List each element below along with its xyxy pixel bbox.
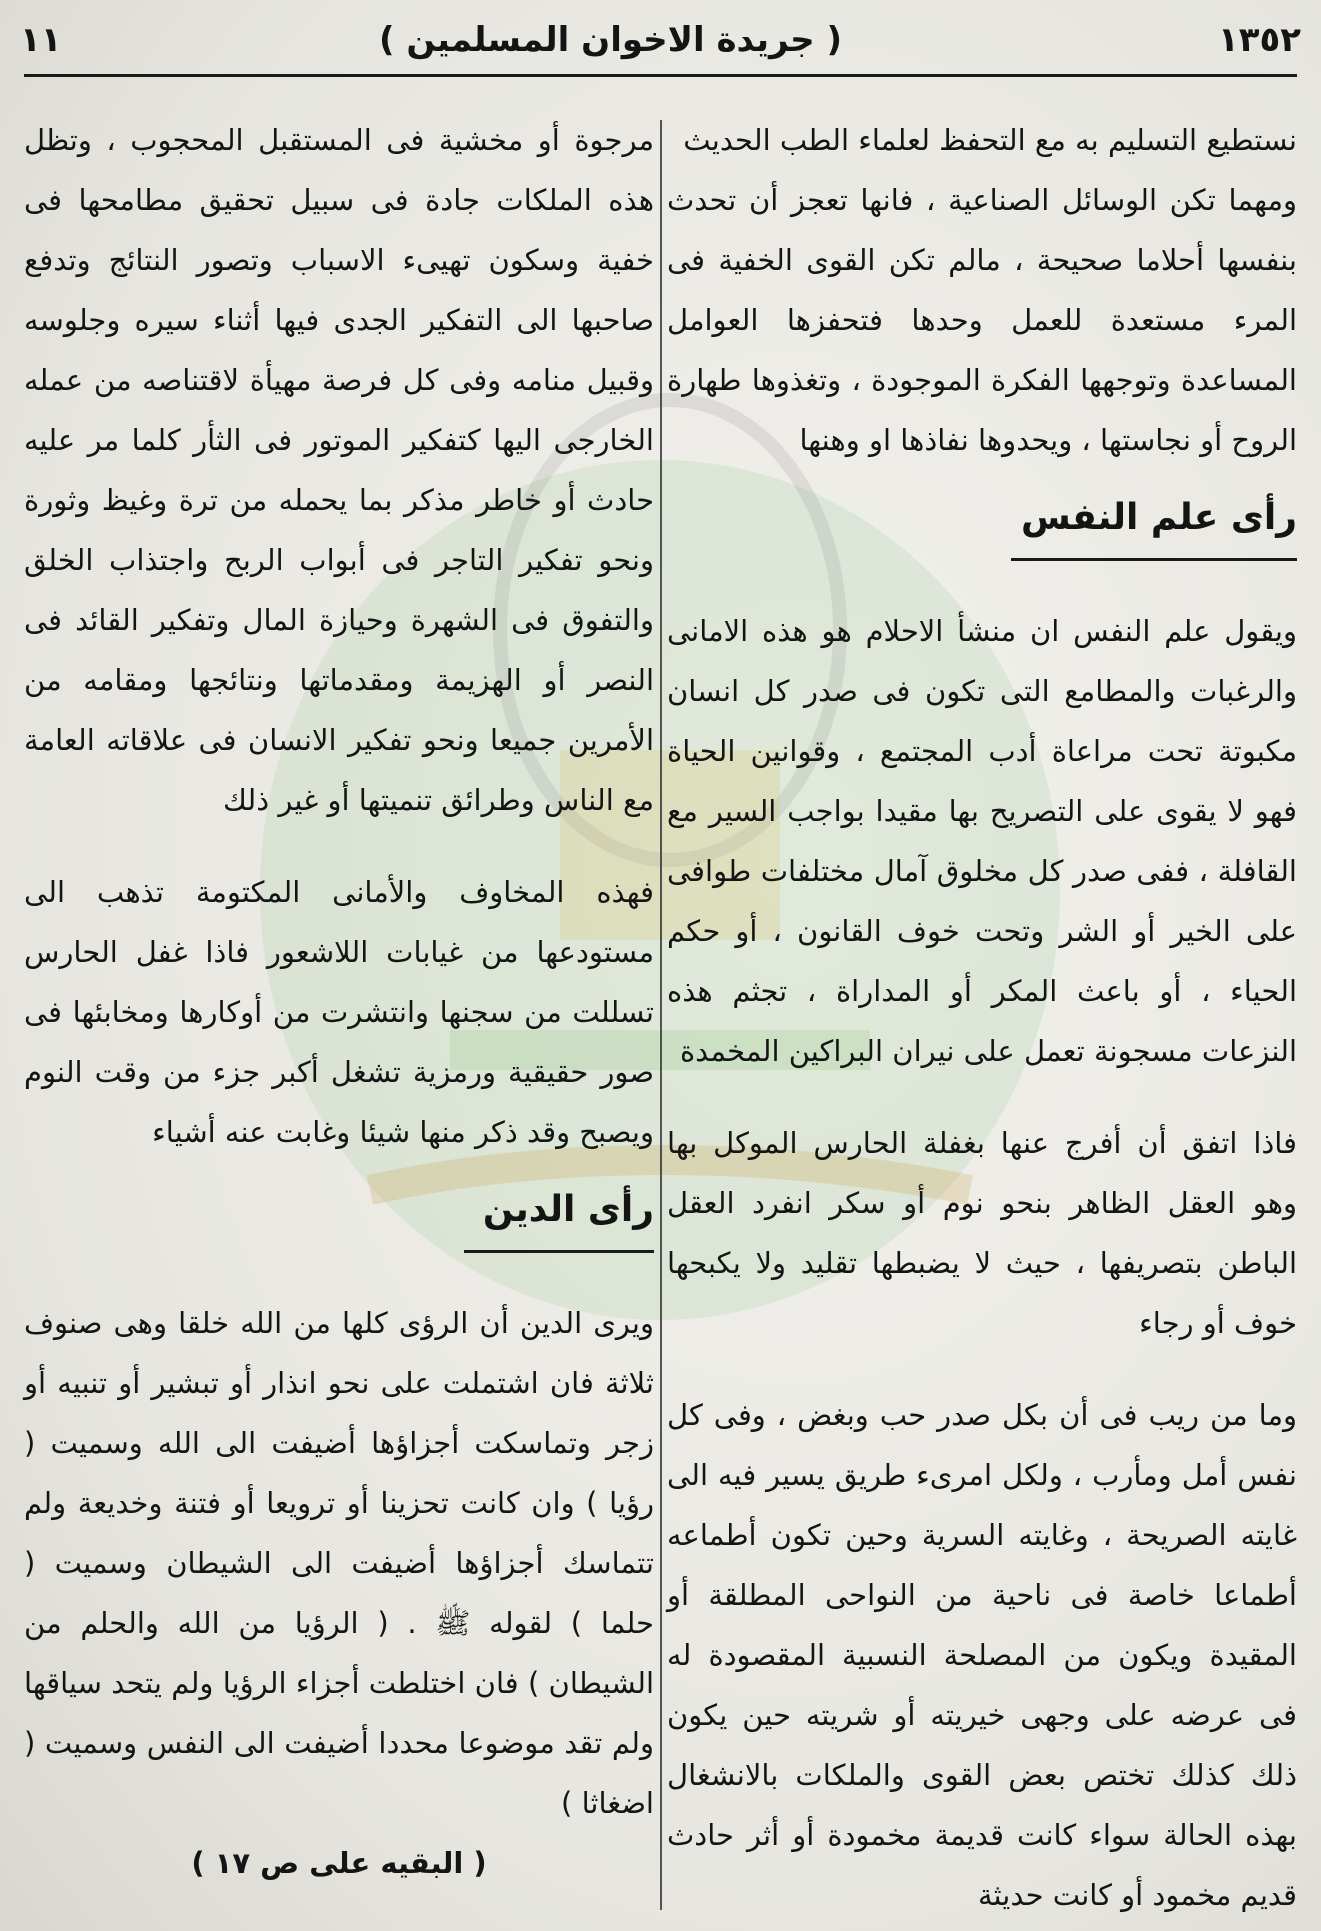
year-label: ١٣٥٢ [1217,20,1301,60]
newspaper-title: ( جريدة الاخوان المسلمين ) [379,20,842,60]
section-heading-psychology: رأى علم النفس [1011,488,1297,561]
right-column [667,110,1297,1925]
right-paragraph-1: نستطيع التسليم به مع التحفظ لعلماء الطب الحديث [683,123,1297,157]
page-header [20,8,1301,72]
continuation-note: ( البقيه على ص ١٧ ) [191,1846,487,1880]
right-paragraph-2: ومهما تكن الوسائل الصناعية ، فانها تعجز أن تحدث بنفسها أحلاما صحيحة ، مالم تكن القوى الخفية فى المرء مستعدة للعمل وحدها فتحفزها العوامل المساعدة وتوجهها الفكرة الموجودة ، وتغذوها طهارة الروح أو نجاستها ، ويحدوها نفاذها او وهنها [667,183,1297,457]
left-paragraph-3: ويرى الدين أن الرؤى كلها من الله خلقا وهى صنوف ثلاثة فان اشتملت على نحو انذار أو تبشير أو تنبيه أو زجر وتماسكت أجزاؤها أضيفت الى الله وسميت ( رؤيا ) وان كانت تحزينا أو ترويعا أو فتنة وخديعة ولم تتماسك أجزاؤها أضيفت الى الشيطان وسميت ( حلما ) لقوله ﷺ . ( الرؤيا من الله والحلم من الشيطان ) فان اختلطت أجزاء الرؤيا ولم يتحد سياقها ولم تقد موضوعا محددا أضيفت الى النفس وسميت ( اضغاثا ) [24,1306,654,1820]
left-column [24,110,654,1893]
section-heading-religion: رأى الدين [464,1180,654,1253]
right-paragraph-5: وما من ريب فى أن بكل صدر حب وبغض ، وفى كل نفس أمل ومأرب ، ولكل امرىء طريق يسير فيه الى غايته الصريحة ، وغايته السرية وحين تكون أطماعه أطماعا خاصة فى ناحية من النواحى المطلقة أو المقيدة ويكون من المصلحة النسبية المقصودة له فى عرضه على وجهى خيريته أو شريته حين يكون ذلك كذلك تختص بعض القوى والملكات بالانشغال بهذه الحالة سواء كانت قديمة مخمودة أو أثر حادث قديم مخمود أو كانت حديثة [667,1398,1297,1912]
column-divider [660,120,662,1910]
page-number: ١١ [20,20,62,60]
header-rule [24,74,1297,77]
right-paragraph-3: ويقول علم النفس ان منشأ الاحلام هو هذه الامانى والرغبات والمطامع التى تكون فى صدر كل انسان مكبوتة تحت مراعاة أدب المجتمع ، وقوانين الحياة فهو لا يقوى على التصريح بها مقيدا بواجب السير مع القافلة ، ففى صدر كل مخلوق آمال مختلفات طوافى على الخير أو الشر وتحت خوف القانون ، أو حكم الحياء ، أو باعث المكر أو المداراة ، تجثم هذه النزعات مسجونة تعمل على نيران البراكين المخمدة [667,614,1297,1068]
right-paragraph-4: فاذا اتفق أن أفرج عنها بغفلة الحارس الموكل بها وهو العقل الظاهر بنحو نوم أو سكر انفرد العقل الباطن بتصريفها ، حيث لا يضبطها تقليد ولا يكبحها خوف أو رجاء [667,1126,1297,1340]
left-paragraph-2: فهذه المخاوف والأمانى المكتومة تذهب الى مستودعها من غيابات اللاشعور فاذا غفل الحارس تسللت من سجنها وانتشرت من أوكارها ومخابئها فى صور حقيقية ورمزية تشغل أكبر جزء من وقت النوم ويصبح وقد ذكر منها شيئا وغابت عنه أشياء [24,875,654,1149]
left-paragraph-1: مرجوة أو مخشية فى المستقبل المحجوب ، وتظل هذه الملكات جادة فى سبيل تحقيق مطامحها فى خفية وسكون تهيىء الاسباب وتصور النتائج وتدفع صاحبها الى التفكير الجدى فيها أثناء سيره وجلوسه وقبيل منامه وفى كل فرصة مهيأة لاقتناصه من عمله الخارجى اليها كتفكير الموتور فى الثأر كلما مر عليه حادث أو خاطر مذكر بما يحمله من ترة وغيظ وثورة ونحو تفكير التاجر فى أبواب الربح واجتذاب الخلق والتفوق فى الشهرة وحيازة المال وتفكير القائد فى النصر أو الهزيمة ومقدماتها ونتائجها ومقامه من الأمرين جميعا ونحو تفكير الانسان فى علاقاته العامة مع الناس وطرائق تنميتها أو غير ذلك [24,123,654,817]
